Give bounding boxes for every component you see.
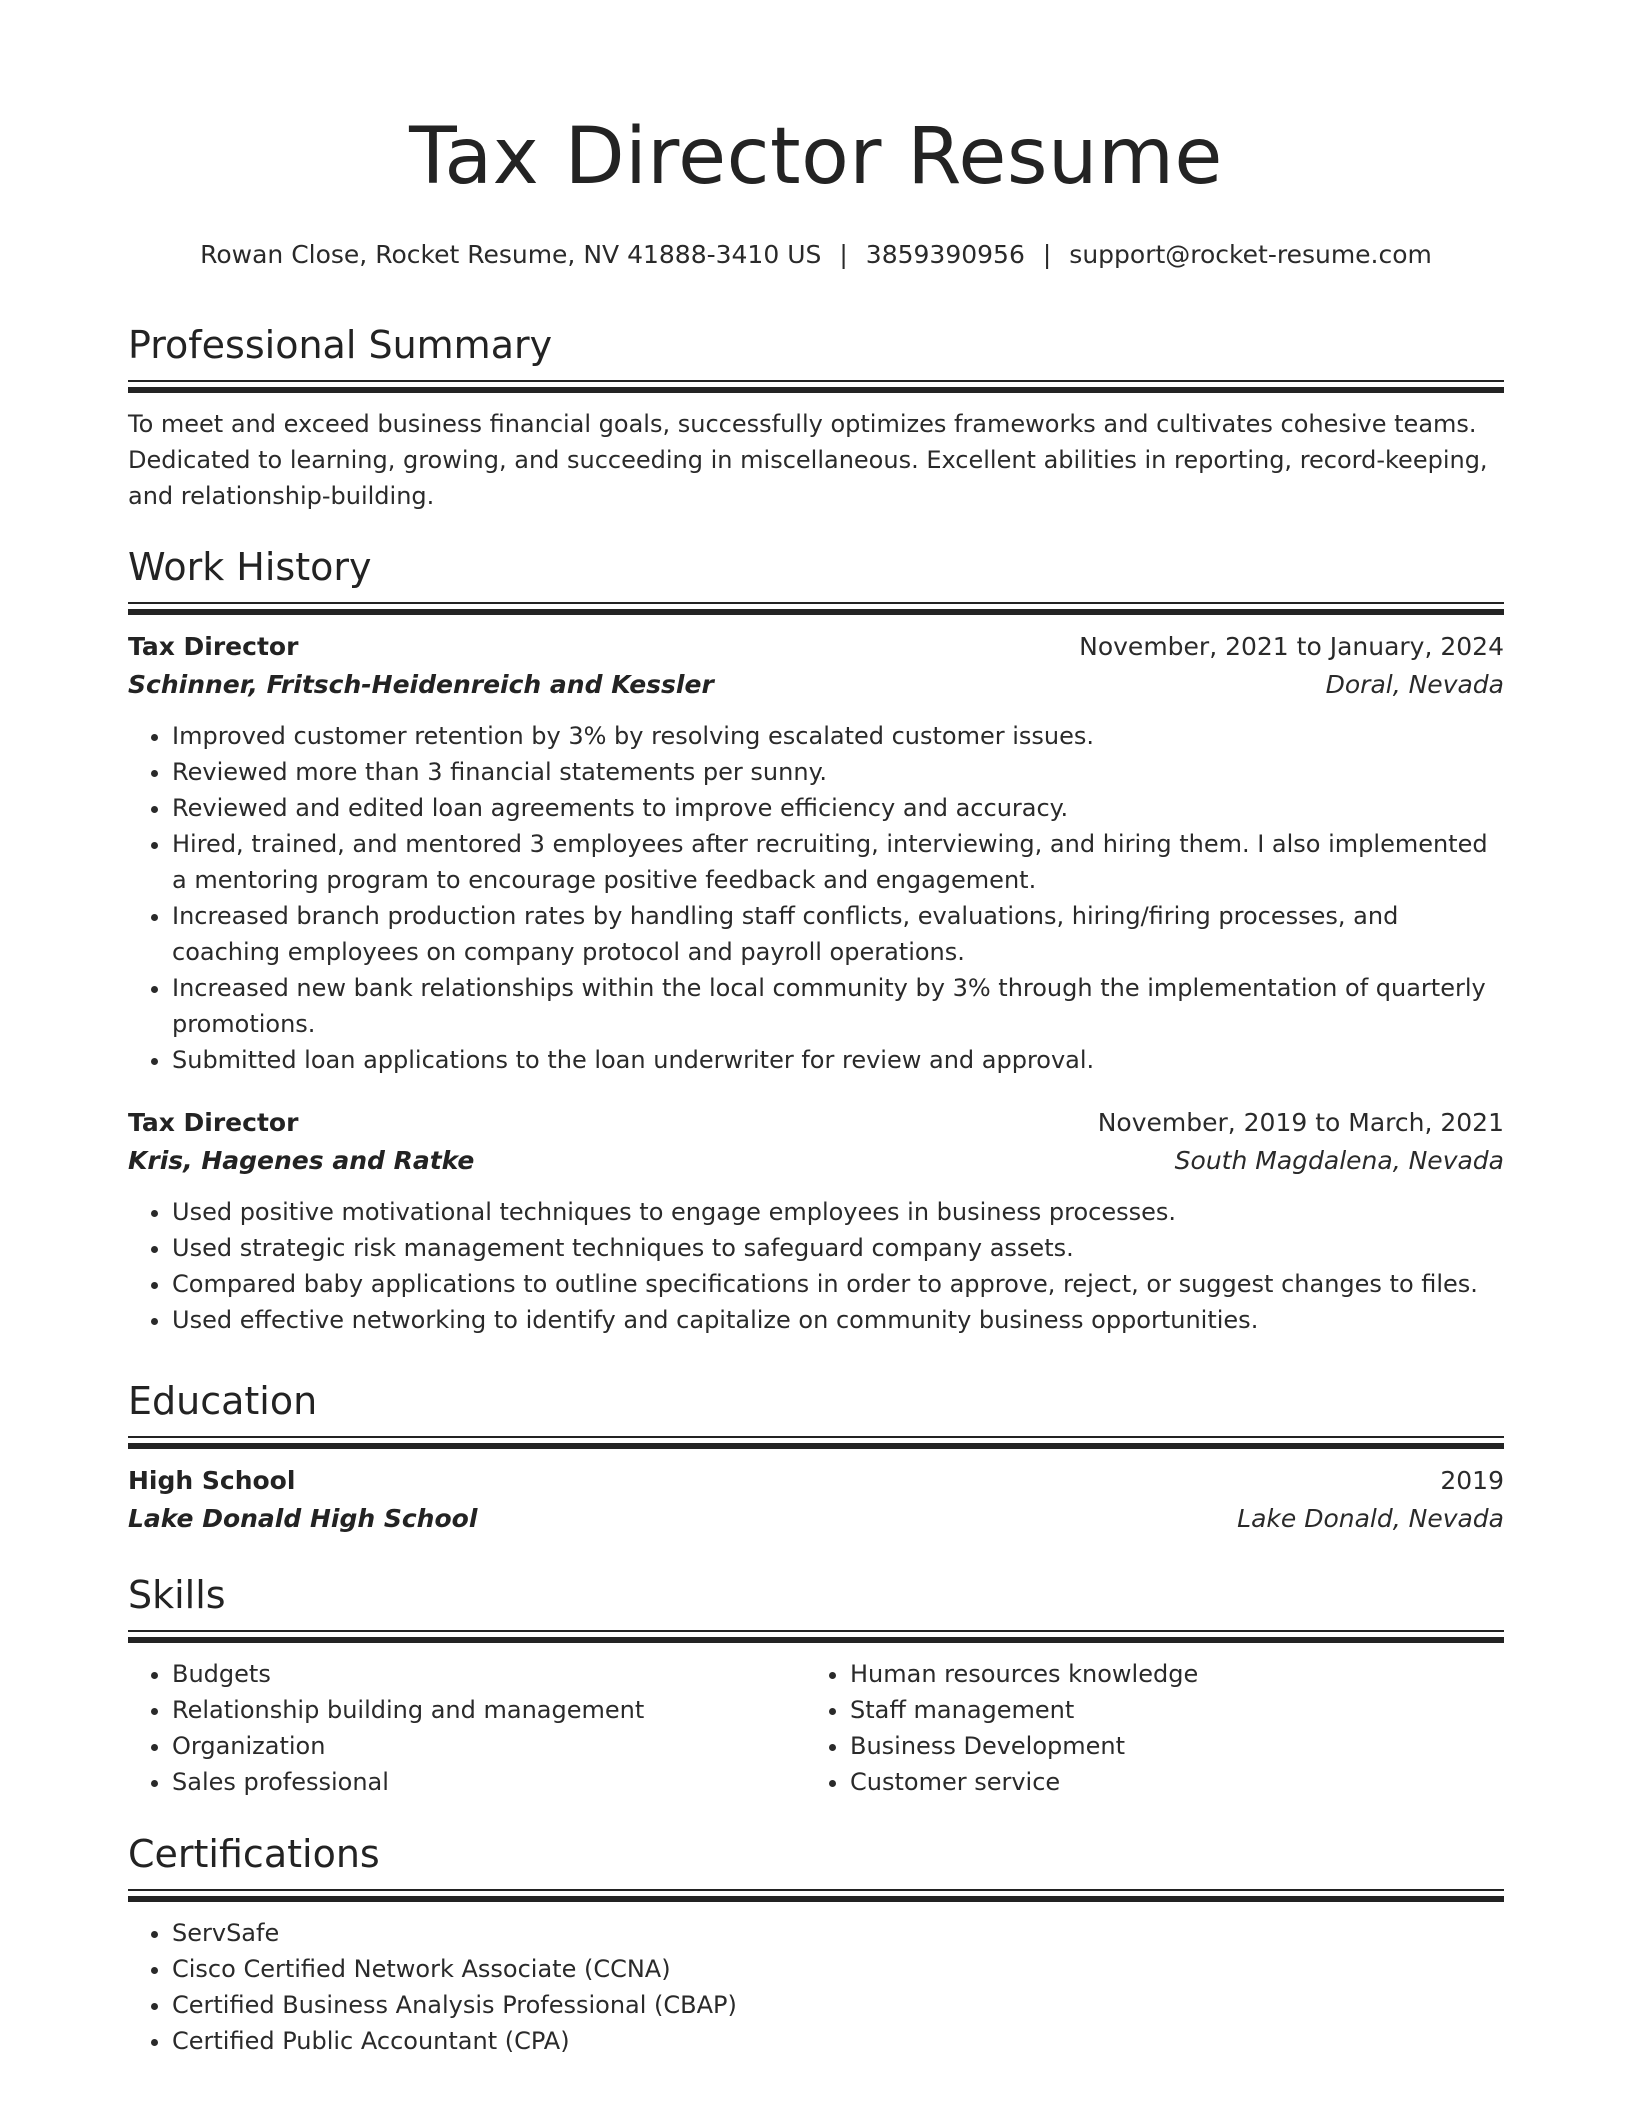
contact-separator: | bbox=[839, 240, 848, 269]
education-section bbox=[128, 1379, 1504, 1538]
list-item: • Organization bbox=[172, 1728, 806, 1764]
list-item: • Business Development bbox=[850, 1728, 1484, 1764]
job-company-row bbox=[128, 666, 1504, 704]
job-entry bbox=[128, 1104, 1504, 1338]
contact-address: Rowan Close, Rocket Resume, NV 41888-3410 US bbox=[200, 240, 822, 269]
summary-section bbox=[128, 323, 1504, 514]
skills-section bbox=[128, 1573, 1504, 1800]
education-year: 2019 bbox=[1440, 1466, 1504, 1495]
job-title: Tax Director bbox=[128, 1108, 299, 1137]
list-item: • Hired, trained, and mentored 3 employees after recruiting, interviewing, and hiring them. I also implemented a mentoring program to encourage positive feedback and engagement. bbox=[172, 826, 1504, 898]
job-company: Schinner, Fritsch-Heidenreich and Kessler bbox=[128, 670, 714, 699]
section-divider bbox=[128, 1889, 1504, 1903]
summary-heading: Professional Summary bbox=[128, 323, 553, 367]
job-company: Kris, Hagenes and Ratke bbox=[128, 1146, 475, 1175]
job-location: South Magdalena, Nevada bbox=[1174, 1146, 1504, 1175]
list-item: • Certified Public Accountant (CPA) bbox=[172, 2023, 1504, 2059]
education-heading: Education bbox=[128, 1379, 318, 1423]
list-item: • Cisco Certified Network Associate (CCNA) bbox=[172, 1951, 1504, 1987]
job-bullets bbox=[128, 1194, 1504, 1338]
list-item: • Compared baby applications to outline specifications in order to approve, reject, or suggest changes to files. bbox=[172, 1266, 1504, 1302]
list-item: • ServSafe bbox=[172, 1915, 1504, 1951]
contact-phone: 3859390956 bbox=[865, 240, 1025, 269]
job-header-row bbox=[128, 628, 1504, 666]
list-item: • Sales professional bbox=[172, 1764, 806, 1800]
contact-email: support@rocket-resume.com bbox=[1069, 240, 1432, 269]
section-divider bbox=[128, 602, 1504, 616]
list-item: • Customer service bbox=[850, 1764, 1484, 1800]
list-item: • Improved customer retention by 3% by resolving escalated customer issues. bbox=[172, 718, 1504, 754]
skills-heading: Skills bbox=[128, 1573, 226, 1617]
skills-grid bbox=[128, 1656, 1504, 1800]
list-item: • Used effective networking to identify and capitalize on community business opportunities. bbox=[172, 1302, 1504, 1338]
education-school-row bbox=[128, 1500, 1504, 1538]
job-location: Doral, Nevada bbox=[1325, 670, 1504, 699]
list-item: • Submitted loan applications to the loan underwriter for review and approval. bbox=[172, 1042, 1504, 1078]
list-item: • Certified Business Analysis Professional (CBAP) bbox=[172, 1987, 1504, 2023]
section-divider bbox=[128, 1436, 1504, 1450]
education-school: Lake Donald High School bbox=[128, 1504, 478, 1533]
contact-line bbox=[0, 240, 1632, 270]
job-header-row bbox=[128, 1104, 1504, 1142]
job-company-row bbox=[128, 1142, 1504, 1180]
certifications-section bbox=[128, 1832, 1504, 2059]
summary-text: To meet and exceed business financial goals, successfully optimizes frameworks and cultivates cohesive teams. Dedicated to learning, growing, and succeeding in miscellaneous. Excellent abilities in reporting, record-keeping, and relationship-building. bbox=[128, 410, 1488, 510]
education-entry bbox=[128, 1462, 1504, 1538]
contact-separator: | bbox=[1042, 240, 1052, 269]
skills-list bbox=[806, 1656, 1484, 1800]
list-item: • Staff management bbox=[850, 1692, 1484, 1728]
list-item: • Used strategic risk management techniques to safeguard company assets. bbox=[172, 1230, 1504, 1266]
education-degree: High School bbox=[128, 1466, 296, 1495]
resume-title: Tax Director Resume bbox=[409, 112, 1223, 202]
list-item: • Used positive motivational techniques to engage employees in business processes. bbox=[172, 1194, 1504, 1230]
skills-column-right bbox=[806, 1656, 1484, 1800]
section-divider bbox=[128, 380, 1504, 394]
list-item: • Human resources knowledge bbox=[850, 1656, 1484, 1692]
work-history-section bbox=[128, 545, 1504, 1338]
certifications-heading: Certifications bbox=[128, 1832, 380, 1876]
education-location: Lake Donald, Nevada bbox=[1237, 1504, 1504, 1533]
job-title: Tax Director bbox=[128, 632, 299, 661]
job-dates: November, 2021 to January, 2024 bbox=[1079, 632, 1504, 661]
work-history-heading: Work History bbox=[128, 545, 372, 589]
list-item: • Reviewed and edited loan agreements to improve efficiency and accuracy. bbox=[172, 790, 1504, 826]
certifications-list bbox=[128, 1915, 1504, 2059]
education-header-row bbox=[128, 1462, 1504, 1500]
list-item: • Increased branch production rates by handling staff conflicts, evaluations, hiring/firing processes, and coaching employees on company protocol and payroll operations. bbox=[172, 898, 1504, 970]
job-bullets bbox=[128, 718, 1504, 1078]
list-item: • Budgets bbox=[172, 1656, 806, 1692]
list-item: • Increased new bank relationships within the local community by 3% through the implementation of quarterly promotions. bbox=[172, 970, 1504, 1042]
list-item: • Relationship building and management bbox=[172, 1692, 806, 1728]
section-divider bbox=[128, 1630, 1504, 1644]
job-dates: November, 2019 to March, 2021 bbox=[1097, 1108, 1504, 1137]
skills-column-left bbox=[128, 1656, 806, 1800]
job-entry bbox=[128, 628, 1504, 1078]
list-item: • Reviewed more than 3 financial statements per sunny. bbox=[172, 754, 1504, 790]
skills-list bbox=[128, 1656, 806, 1800]
